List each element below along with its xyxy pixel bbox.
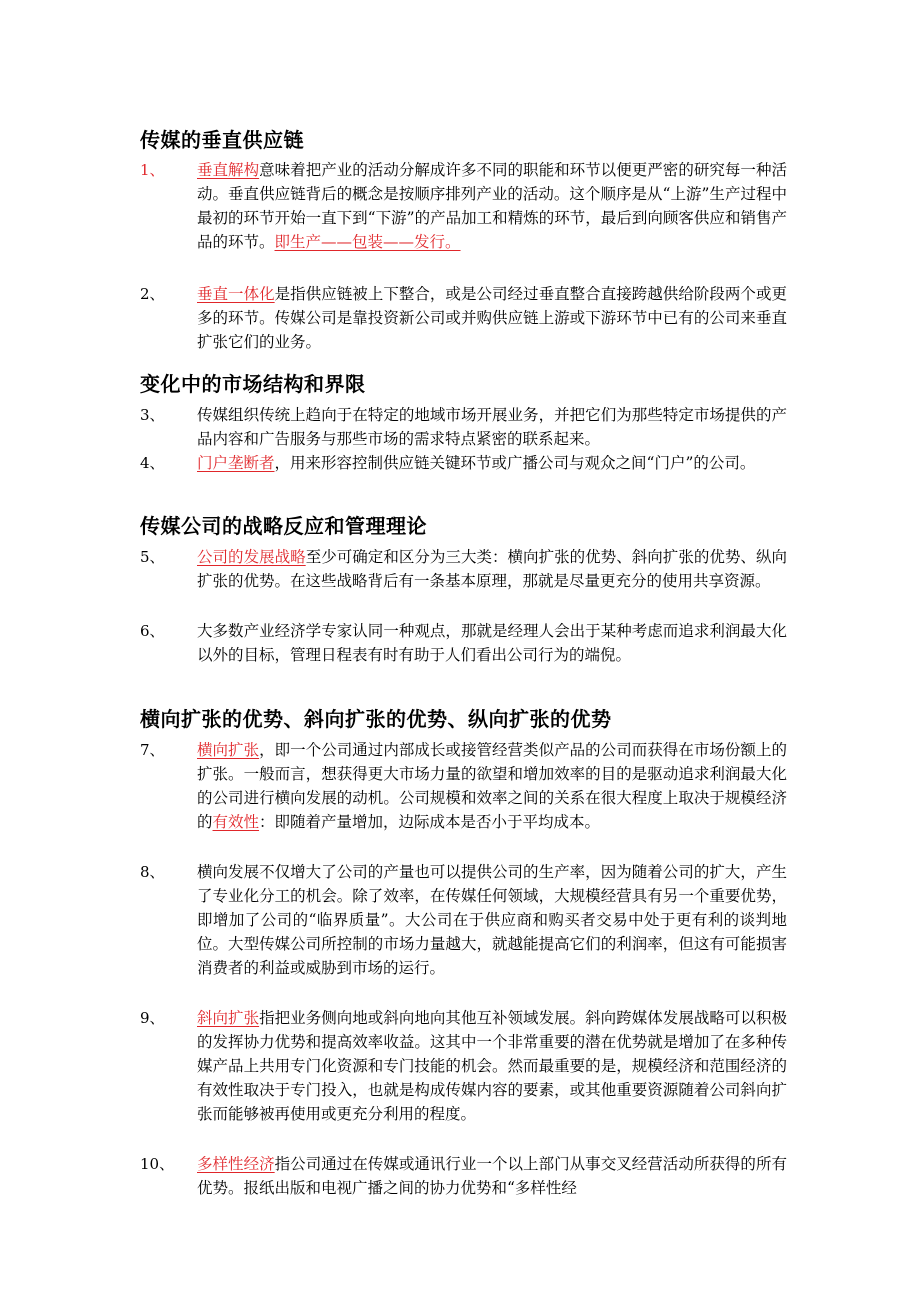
item-text: 指公司通过在传媒或通讯行业一个以上部门从事交叉经营活动所获得的所有优势。报纸出版和电视广播之间的协力优势和“多样性经 — [197, 1155, 787, 1197]
item-body — [197, 1152, 787, 1200]
term-development-strategy: 公司的发展战略 — [197, 548, 306, 566]
item-text: 指把业务侧向地或斜向地向其他互补领域发展。斜向跨媒体发展战略可以积极的发挥协力优势和提高效率收益。这其中一个非常重要的潜在优势就是增加了在多种传媒产品上共用专门化资源和专门技能的机会。然而最重要的是，规模经济和范围经济的有效性取决于专门投入，也就是构成传媒内容的要素，或其他重要资源随着公司斜向扩张而能够被再使用或更充分利用的程度。 — [197, 1009, 787, 1123]
item-number: 6、 — [140, 622, 165, 640]
item-text: 是指供应链被上下整合，或是公司经过垂直整合直接跨越供给阶段两个或更多的环节。传媒公司是靠投资新公司或并购供应链上游或下游环节中已有的公司来垂直扩张它们的业务。 — [197, 285, 787, 351]
item-number: 9、 — [140, 1009, 165, 1027]
item-body — [197, 860, 787, 980]
term-effectiveness: 有效性 — [212, 813, 260, 831]
item-body — [197, 403, 787, 451]
term-vertical-integration: 垂直一体化 — [197, 285, 275, 303]
term-economies-of-diversity: 多样性经济 — [197, 1155, 275, 1173]
item-number: 3、 — [140, 406, 165, 424]
item-text: ，即一个公司通过内部成长或接管经营类似产品的公司而获得在市场份额上的扩张。一般而言，想获得更大市场力量的欲望和增加效率的目的是驱动追求利润最大化的公司进行横向发展的动机。公司规模和效率之间的关系在很大程度上取决于规模经济的 — [197, 741, 787, 831]
term-horizontal-expansion: 横向扩张 — [197, 741, 260, 759]
term-gatekeeper: 门户垄断者 — [197, 454, 275, 472]
item-body — [197, 619, 787, 667]
item-text: 横向发展不仅增大了公司的产量也可以提供公司的生产率，因为随着公司的扩大，产生了专业化分工的机会。除了效率，在传媒任何领域，大规模经营具有另一个重要优势，即增加了公司的“临界质量”。大公司在于供应商和购买者交易中处于更有利的谈判地位。大型传媒公司所控制的市场力量越大，就越能提高它们的利润率，但这有可能损害消费者的利益或威胁到市场的运行。 — [197, 863, 787, 977]
item-number: 4、 — [140, 454, 165, 472]
item-text: ：即随着产量增加，边际成本是否小于平均成本。 — [259, 813, 601, 831]
item-number: 7、 — [140, 741, 165, 759]
section-heading-strategy: 传媒公司的战略反应和管理理论 — [140, 514, 427, 538]
item-text: 传媒组织传统上趋向于在特定的地域市场开展业务，并把它们为那些特定市场提供的产品内容和广告服务与那些市场的需求特点紧密的联系起来。 — [197, 406, 787, 448]
supply-chain-summary: 即生产——包装——发行。 — [274, 233, 461, 251]
term-vertical-deconstruction: 垂直解构 — [197, 161, 260, 179]
item-body — [197, 158, 787, 254]
item-body — [197, 451, 787, 475]
item-text: 大多数产业经济学专家认同一种观点，那就是经理人会出于某种考虑而追求利润最大化以外的目标，管理日程表有时有助于人们看出公司行为的端倪。 — [197, 622, 787, 664]
item-number: 8、 — [140, 863, 165, 881]
section-heading-expansion-advantages: 横向扩张的优势、斜向扩张的优势、纵向扩张的优势 — [140, 707, 612, 731]
item-body — [197, 282, 787, 354]
section-heading-vertical-supply-chain: 传媒的垂直供应链 — [140, 128, 304, 152]
section-heading-market-structure: 变化中的市场结构和界限 — [140, 372, 366, 396]
item-body — [197, 1006, 787, 1126]
item-text: 至少可确定和区分为三大类：横向扩张的优势、斜向扩张的优势、纵向扩张的优势。在这些战略背后有一条基本原理，那就是尽量更充分的使用共享资源。 — [197, 548, 787, 590]
item-text: ，用来形容控制供应链关键环节或广播公司与观众之间“门户”的公司。 — [274, 454, 756, 472]
item-number: 10、 — [140, 1155, 175, 1173]
item-body — [197, 545, 787, 593]
item-number: 2、 — [140, 285, 165, 303]
item-body — [197, 738, 787, 834]
item-text: 意味着把产业的活动分解成许多不同的职能和环节以便更严密的研究每一种活动。垂直供应链背后的概念是按顺序排列产业的活动。这个顺序是从“上游”生产过程中最初的环节开始一直下到“下游”的产品加工和精炼的环节，最后到向顾客供应和销售产品的环节。 — [197, 161, 787, 251]
item-number: 5、 — [140, 548, 165, 566]
item-number: 1、 — [140, 161, 165, 179]
term-diagonal-expansion: 斜向扩张 — [197, 1009, 260, 1027]
